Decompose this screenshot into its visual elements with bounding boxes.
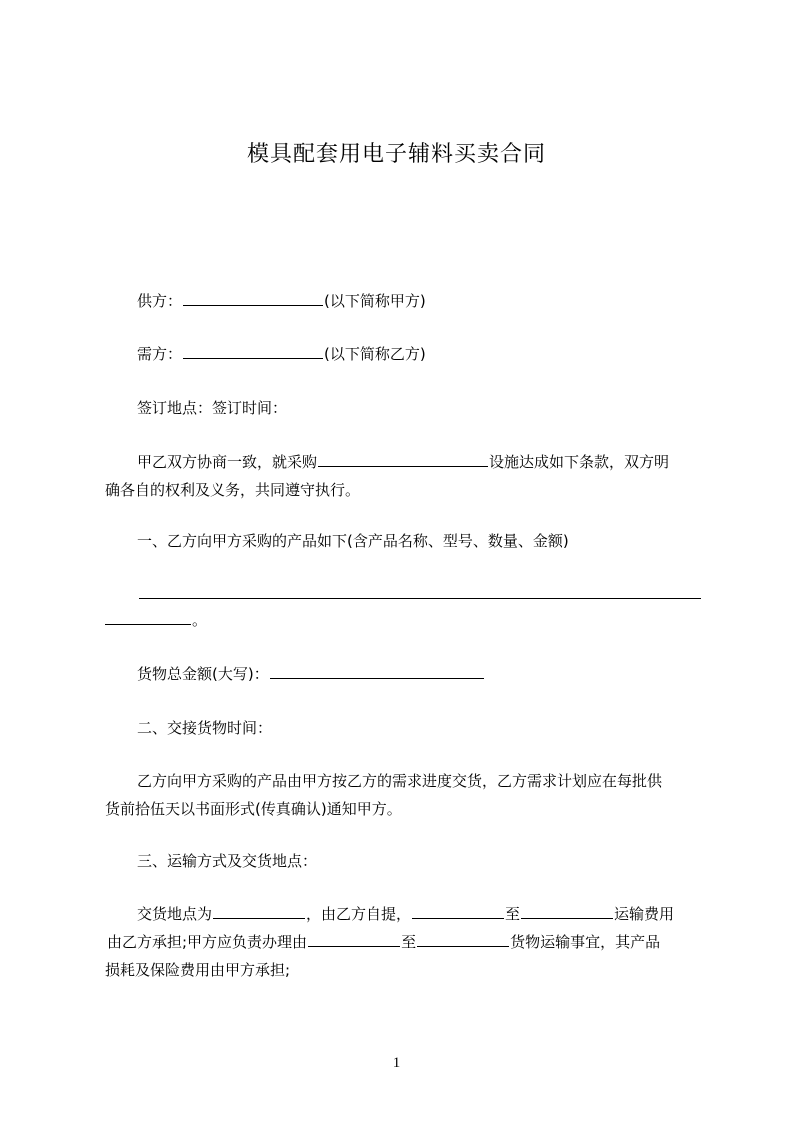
delivery-place-blank[interactable] (213, 904, 305, 919)
total-amount-blank[interactable] (270, 664, 484, 679)
freight-text: 运输费用 (614, 905, 675, 923)
transport-from-blank[interactable] (308, 932, 400, 947)
section1-heading: 一、乙方向甲方采购的产品如下(含产品名称、型号、数量、金额) (137, 532, 569, 550)
page-number: 1 (392, 1055, 401, 1071)
transport-text-2: 货物运输事宜，其产品 (510, 933, 661, 951)
delivery-place-label: 交货地点为 (137, 905, 213, 923)
self-pickup-text: ，由乙方自提， (306, 905, 412, 923)
product-blank-line-2 (105, 610, 705, 630)
pickup-from-blank[interactable] (412, 904, 504, 919)
section3-line-1 (105, 904, 737, 924)
sign-info: 签订地点：签订时间： (137, 399, 288, 417)
total-amount-label: 货物总金额(大写)： (137, 665, 269, 683)
purchase-item-blank[interactable] (318, 452, 488, 467)
transport-to-blank[interactable] (417, 932, 509, 947)
to-text-1: 至 (505, 905, 521, 923)
to-text-2: 至 (401, 933, 417, 951)
section2-text-2: 货前拾伍天以书面形式(传真确认)通知甲方。 (105, 800, 402, 818)
intro-line-2: 确各自的权利及义务，共同遵守执行。 (105, 481, 361, 499)
buyer-label: 需方： (137, 345, 183, 363)
section2-heading: 二、交接货物时间： (137, 719, 273, 737)
section3-line-2 (107, 932, 707, 952)
period-mark: 。 (192, 611, 208, 629)
supplier-suffix: (以下简称甲方) (324, 292, 426, 310)
supplier-label: 供方： (137, 292, 183, 310)
product-blank-1[interactable] (139, 584, 701, 599)
buyer-suffix: (以下简称乙方) (324, 345, 426, 363)
product-blank-2[interactable] (105, 610, 191, 625)
buyer-line (105, 344, 737, 364)
intro-text-1: 甲乙双方协商一致，就采购 (137, 453, 318, 471)
product-blank-line-1 (138, 584, 738, 604)
intro-text-2: 设施达成如下条款，双方明 (489, 453, 670, 471)
pickup-to-blank[interactable] (521, 904, 613, 919)
section3-heading: 三、运输方式及交货地点： (137, 852, 318, 870)
supplier-blank[interactable] (183, 291, 323, 306)
supplier-line (105, 291, 737, 311)
total-amount-line (105, 664, 737, 684)
intro-line-1 (105, 452, 737, 472)
section2-text-1: 乙方向甲方采购的产品由甲方按乙方的需求进度交货，乙方需求计划应在每批供 (137, 772, 663, 790)
buyer-blank[interactable] (183, 344, 323, 359)
section3-line-3: 损耗及保险费用由甲方承担; (105, 961, 291, 979)
contract-title: 模具配套用电子辅料买卖合同 (246, 142, 546, 167)
transport-text: 由乙方承担;甲方应负责办理由 (107, 933, 308, 951)
